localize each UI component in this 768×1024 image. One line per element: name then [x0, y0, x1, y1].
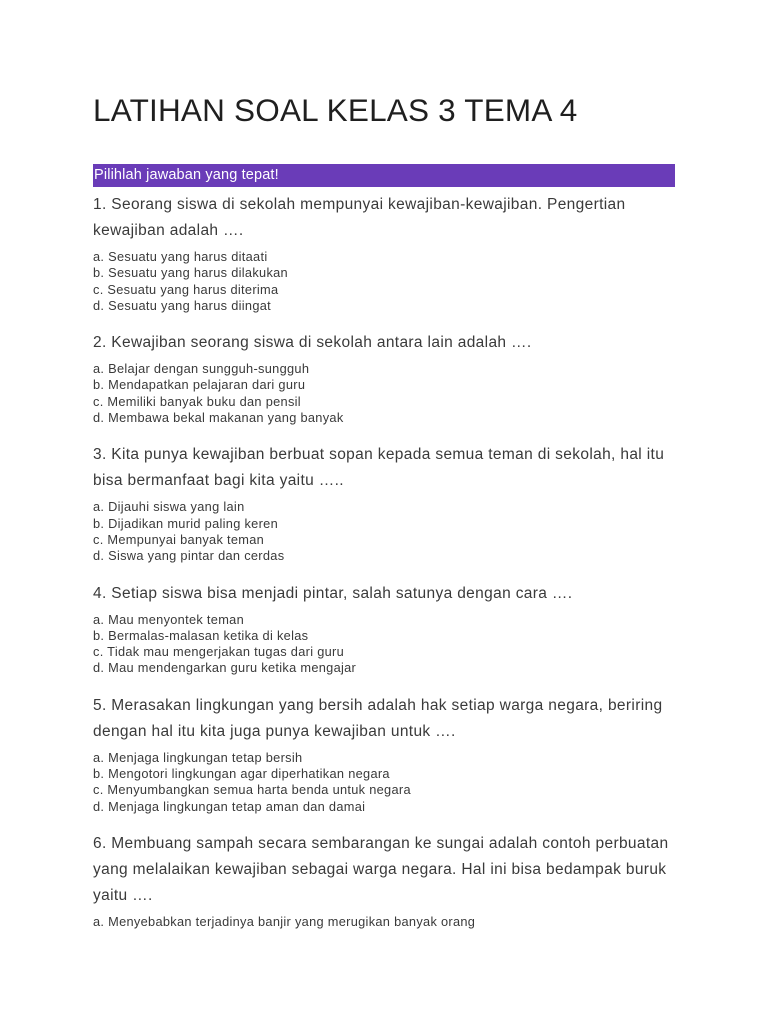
- option-d: d. Siswa yang pintar dan cerdas: [93, 548, 285, 564]
- question-text: 6. Membuang sampah secara sembarangan ke sungai adalah contoh perbuatan yang melalaikan kewajiban sebagai warga negara. Hal ini bisa bedampak buruk yaitu ….: [93, 834, 669, 904]
- option-b: b. Dijadikan murid paling keren: [93, 515, 278, 531]
- option-d: d. Membawa bekal makanan yang banyak: [93, 410, 344, 426]
- option-a: a. Dijauhi siswa yang lain: [93, 499, 245, 515]
- option-a: a. Menyebabkan terjadinya banjir yang merugikan banyak orang: [93, 913, 476, 929]
- option-list: [93, 914, 693, 930]
- question-text: 3. Kita punya kewajiban berbuat sopan kepada semua teman di sekolah, hal itu bisa bermanfaat bagi kita yaitu …..: [93, 446, 665, 490]
- question-1: [93, 192, 693, 314]
- option-list: [93, 361, 693, 426]
- option-c: c. Sesuatu yang harus diterima: [93, 281, 279, 297]
- question-text: 5. Merasakan lingkungan yang bersih adalah hak setiap warga negara, beriring dengan hal itu kita juga punya kewajiban untuk ….: [93, 696, 663, 740]
- option-c: c. Memiliki banyak buku dan pensil: [93, 393, 301, 409]
- instruction-banner: Pilihlah jawaban yang tepat!: [93, 164, 675, 187]
- question-text: 1. Seorang siswa di sekolah mempunyai kewajiban-kewajiban. Pengertian kewajiban adalah ….: [93, 196, 626, 239]
- option-a: a. Mau menyontek teman: [93, 611, 244, 627]
- option-list: [93, 750, 693, 815]
- option-c: c. Menyumbangkan semua harta benda untuk negara: [93, 782, 411, 798]
- question-2: [93, 330, 693, 426]
- question-6: [93, 831, 693, 930]
- question-text: 2. Kewajiban seorang siswa di sekolah antara lain adalah ….: [93, 334, 532, 352]
- page-title: LATIHAN SOAL KELAS 3 TEMA 4: [93, 92, 578, 128]
- question-text: 4. Setiap siswa bisa menjadi pintar, salah satunya dengan cara ….: [93, 584, 573, 602]
- question-3: [93, 442, 693, 564]
- option-list: [93, 249, 693, 314]
- question-4: [93, 581, 693, 677]
- option-list: [93, 612, 693, 677]
- question-5: [93, 693, 693, 815]
- option-b: b. Bermalas-malasan ketika di kelas: [93, 627, 309, 643]
- option-c: c. Tidak mau mengerjakan tugas dari guru: [93, 644, 345, 660]
- option-b: b. Mengotori lingkungan agar diperhatikan negara: [93, 766, 390, 782]
- question-list: [93, 192, 693, 946]
- option-d: d. Menjaga lingkungan tetap aman dan damai: [93, 798, 366, 814]
- option-d: d. Mau mendengarkan guru ketika mengajar: [93, 660, 357, 676]
- option-c: c. Mempunyai banyak teman: [93, 531, 265, 547]
- option-a: a. Sesuatu yang harus ditaati: [93, 249, 268, 264]
- option-b: b. Mendapatkan pelajaran dari guru: [93, 377, 306, 393]
- option-b: b. Sesuatu yang harus dilakukan: [93, 265, 288, 281]
- option-a: a. Menjaga lingkungan tetap bersih: [93, 749, 303, 765]
- option-a: a. Belajar dengan sungguh-sungguh: [93, 361, 310, 377]
- option-list: [93, 499, 693, 564]
- option-d: d. Sesuatu yang harus diingat: [93, 297, 272, 313]
